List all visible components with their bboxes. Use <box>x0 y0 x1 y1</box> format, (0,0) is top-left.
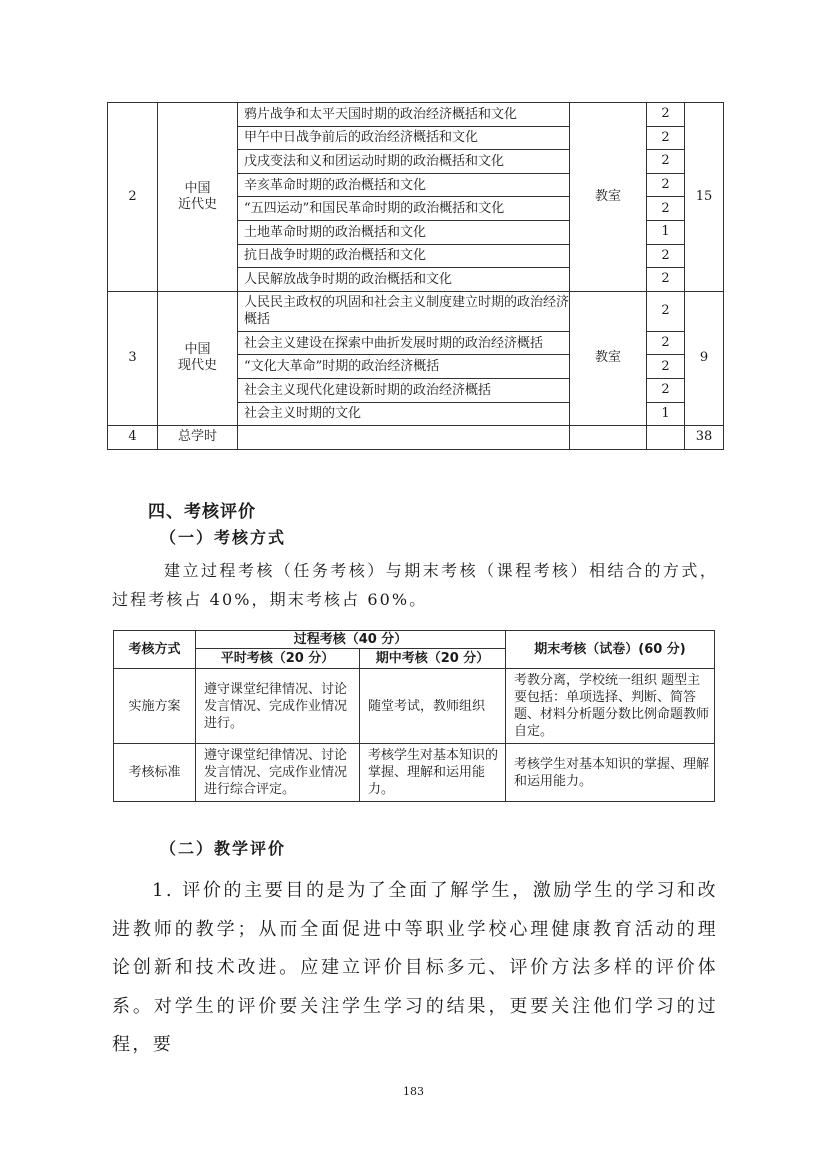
row-label: 实施方案 <box>114 669 196 744</box>
mid-cell: 随堂考试，教师组织 <box>360 669 506 744</box>
total-hours-cell: 9 <box>685 291 724 425</box>
subsection-title-evaluation: （二）教学评价 <box>160 839 287 858</box>
subsection-title-method: （一）考核方式 <box>160 528 287 547</box>
topic-cell: 抗日战争时期的政治概括和文化 <box>238 244 570 268</box>
topic-cell: 辛亥革命时期的政治概括和文化 <box>238 173 570 197</box>
topic-cell: 人民解放战争时期的政治概括和文化 <box>238 268 570 292</box>
final-cell: 考核学生对基本知识的掌握、理解和运用能力。 <box>506 744 715 802</box>
section-name-line: 近代史 <box>177 196 217 212</box>
topic-cell: 人民民主政权的巩固和社会主义制度建立时期的政治经济概括 <box>238 291 570 331</box>
place-cell: 教室 <box>570 291 647 425</box>
section-name-line: 中国 <box>184 180 211 196</box>
topic-cell: 甲午中日战争前后的政治经济概括和文化 <box>238 126 570 150</box>
topic-cell: 社会主义现代化建设新时期的政治经济概括 <box>238 378 570 402</box>
topic-cell: 土地革命时期的政治概括和文化 <box>238 220 570 244</box>
usual-cell: 遵守课堂纪律情况、讨论发言情况、完成作业情况进行综合评定。 <box>196 744 360 802</box>
total-hours-cell: 15 <box>685 103 724 292</box>
header-final: 期末考核（试卷）(60 分) <box>506 631 715 669</box>
section-title-assessment: 四、考核评价 <box>148 502 256 522</box>
header-method: 考核方式 <box>114 631 196 669</box>
grand-total-cell: 38 <box>685 426 724 450</box>
hours-cell: 1 <box>647 220 685 244</box>
usual-cell: 遵守课堂纪律情况、讨论发言情况、完成作业情况进行。 <box>196 669 360 744</box>
hours-cell: 2 <box>647 291 685 331</box>
empty-cell <box>570 426 647 450</box>
mid-cell: 考核学生对基本知识的掌握、理解和运用能力。 <box>360 744 506 802</box>
hours-cell: 2 <box>647 150 685 174</box>
place-cell: 教室 <box>570 103 647 292</box>
empty-cell <box>647 426 685 450</box>
evaluation-paragraph: 1. 评价的主要目的是为了全面了解学生，激励学生的学习和改进教师的教学；从而全面促进中等职业学校心理健康教育活动的理论创新和技术改进。应建立评价目标多元、评价方法多样的评价体系。对学生的评价要关注学生学习的结果，更要关注他们学习的过程，要 <box>112 880 718 1055</box>
hours-cell: 1 <box>647 402 685 426</box>
section-name-line: 中国 <box>184 342 211 358</box>
hours-cell: 2 <box>647 244 685 268</box>
hours-cell: 2 <box>647 355 685 379</box>
section-name-line: 现代史 <box>177 358 217 374</box>
header-process: 过程考核（40 分） <box>196 631 506 649</box>
hours-cell: 2 <box>647 378 685 402</box>
topic-cell: 社会主义时期的文化 <box>238 402 570 426</box>
page-number: 183 <box>403 1085 424 1098</box>
header-usual: 平时考核（20 分） <box>196 649 360 669</box>
topic-cell: “五四运动”和国民革命时期的政治概括和文化 <box>238 197 570 221</box>
hours-cell: 2 <box>647 126 685 150</box>
topic-cell: “文化大革命”时期的政治经济概括 <box>238 355 570 379</box>
section-number: 3 <box>108 291 158 425</box>
section-name <box>158 291 238 425</box>
topic-cell: 鸦片战争和太平天国时期的政治经济概括和文化 <box>238 103 570 127</box>
hours-cell: 2 <box>647 331 685 355</box>
hours-cell: 2 <box>647 103 685 127</box>
assessment-method-paragraph: 建立过程考核（任务考核）与期末考核（课程考核）相结合的方式，过程考核占 40%，期末考核占 60%。 <box>112 561 718 609</box>
assessment-table <box>113 630 715 802</box>
topic-cell: 戊戌变法和义和团运动时期的政治概括和文化 <box>238 150 570 174</box>
hours-cell: 2 <box>647 173 685 197</box>
course-hours-table-body <box>108 103 724 450</box>
table-row-total <box>108 426 724 450</box>
course-hours-table <box>107 102 724 450</box>
row-label: 考核标准 <box>114 744 196 802</box>
assessment-header-row-1 <box>114 631 715 649</box>
section-name <box>158 103 238 292</box>
section-number: 2 <box>108 103 158 292</box>
table-row <box>108 103 724 127</box>
header-mid: 期中考核（20 分） <box>360 649 506 669</box>
final-cell: 考教分离，学校统一组织 题型主要包括：单项选择、判断、简答题、材料分析题分数比例命题教师自定。 <box>506 669 715 744</box>
section-number: 4 <box>108 426 158 450</box>
assessment-row-standard <box>114 744 715 802</box>
hours-cell: 2 <box>647 197 685 221</box>
hours-cell: 2 <box>647 268 685 292</box>
total-label: 总学时 <box>158 426 238 450</box>
topic-cell: 社会主义建设在探索中曲折发展时期的政治经济概括 <box>238 331 570 355</box>
table-row <box>108 291 724 331</box>
assessment-row-plan <box>114 669 715 744</box>
empty-cell <box>238 426 570 450</box>
